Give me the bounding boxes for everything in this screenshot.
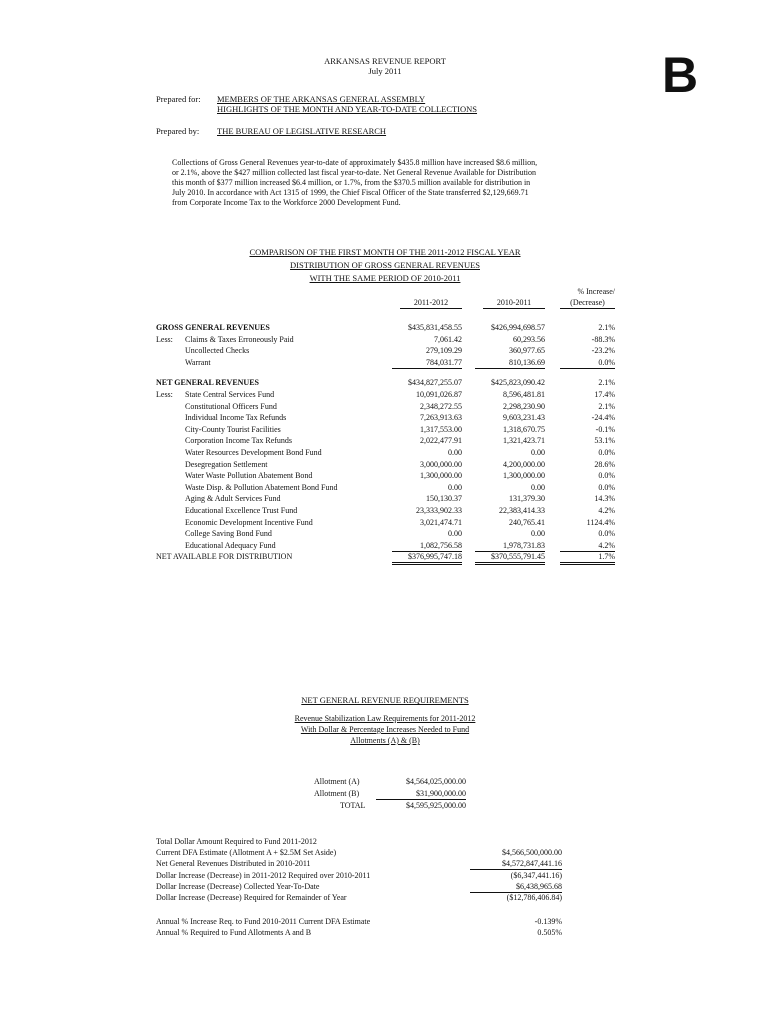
row-label: Uncollected Checks	[185, 346, 250, 356]
prepared-by-label: Prepared by:	[156, 126, 200, 136]
value-2011-2012: 1,082,756.58	[392, 540, 462, 552]
prepared-for-label: Prepared for:	[156, 94, 201, 104]
value-2011-2012: 3,000,000.00	[420, 459, 462, 469]
value-pct-change: 1124.4%	[586, 517, 615, 527]
allotment-a-value: $4,564,025,000.00	[406, 777, 466, 786]
value-2010-2011: 8,596,481.81	[503, 390, 545, 399]
requirements-row	[0, 836, 770, 847]
value-2011-2012: 2,022,477.91	[420, 436, 462, 446]
value-2010-2011: 4,200,000.00	[503, 459, 545, 469]
requirements-title: NET GENERAL REVENUE REQUIREMENTS	[301, 695, 469, 705]
value-2011-2012: 784,031.77	[392, 357, 462, 369]
value-2010-2011: 60,293.56	[513, 334, 545, 344]
value-2010-2011: 0.00	[531, 448, 545, 457]
percent-value: -0.139%	[534, 917, 562, 926]
row-label: NET AVAILABLE FOR DISTRIBUTION	[156, 552, 293, 562]
value-pct-change: -0.1%	[595, 424, 615, 434]
row-label: Desegregation Settlement	[185, 459, 268, 469]
requirement-label: Dollar Increase (Decrease) Collected Year-To-Date	[156, 881, 320, 891]
allotment-a-label: Allotment (A)	[314, 777, 360, 786]
requirements-subtitle-3: Allotments (A) & (B)	[350, 736, 420, 745]
value-pct-change: 0.0%	[598, 529, 615, 539]
value-2011-2012: 0.00	[448, 529, 462, 539]
value-pct-change: 17.4%	[594, 390, 615, 399]
requirements-row	[0, 870, 770, 881]
value-pct-change: 53.1%	[594, 436, 615, 446]
value-pct-change: 2.1%	[598, 323, 615, 332]
value-pct-change: 4.2%	[560, 540, 615, 552]
prepared-by-value: THE BUREAU OF LEGISLATIVE RESEARCH	[217, 126, 387, 136]
requirements-subtitle-2: With Dollar & Percentage Increases Needed to Fund	[300, 725, 470, 734]
summary-line: this month of $377 million increased $6.4 million, or 1.7%, from the $370.5 million available for distribution in	[172, 178, 531, 187]
requirement-value: $6,438,965.68	[470, 881, 562, 893]
value-2010-2011: $425,823,090.42	[491, 378, 545, 388]
value-pct-change: 0.0%	[598, 471, 615, 481]
requirement-label: Total Dollar Amount Required to Fund 2011-2012	[156, 837, 317, 846]
value-pct-change: 0.0%	[560, 357, 615, 369]
row-label: Individual Income Tax Refunds	[185, 413, 287, 423]
row-label: City-County Tourist Facilities	[185, 424, 281, 434]
row-label: Constitutional Officers Fund	[185, 401, 277, 411]
row-label: Economic Development Incentive Fund	[185, 517, 313, 527]
row-label: Water Waste Pollution Abatement Bond	[185, 471, 313, 481]
col-header-2011-2012: 2011-2012	[400, 298, 462, 309]
value-2010-2011: $426,994,698.57	[491, 323, 545, 332]
value-2011-2012: 2,348,272.55	[420, 401, 462, 411]
value-2011-2012: 3,021,474.71	[420, 517, 462, 527]
value-pct-change: 28.6%	[594, 459, 615, 469]
summary-line: Collections of Gross General Revenues year-to-date of approximately $435.8 million have increased $8.6 million,	[172, 158, 538, 167]
requirements-row	[0, 881, 770, 892]
row-label: Waste Disp. & Pollution Abatement Bond Fund	[185, 482, 338, 492]
value-2010-2011: 22,383,414.33	[499, 506, 545, 515]
requirement-value: ($6,347,441.16)	[510, 870, 562, 880]
requirement-value: $4,572,847,441.16	[470, 858, 562, 870]
requirements-subtitle-1: Revenue Stabilization Law Requirements for 2011-2012	[294, 714, 476, 723]
value-2011-2012: 0.00	[448, 448, 462, 457]
requirement-value: ($12,786,406.84)	[506, 893, 562, 902]
row-label: Aging & Adult Services Fund	[185, 494, 281, 504]
value-pct-change: -24.4%	[591, 413, 615, 423]
value-2010-2011: 1,318,670.75	[503, 424, 545, 434]
report-date: July 2011	[368, 66, 402, 76]
value-2010-2011: 240,765.41	[509, 517, 545, 527]
comparison-title: COMPARISON OF THE FIRST MONTH OF THE 2011-2012 FISCAL YEAR	[249, 247, 521, 257]
value-2011-2012: 1,317,553.00	[420, 424, 462, 434]
summary-line: or 2.1%, above the $427 million collected last fiscal year-to-date. Net General Revenue Available for Distribution	[172, 168, 537, 177]
prepared-for-line1: MEMBERS OF THE ARKANSAS GENERAL ASSEMBLY	[217, 94, 426, 104]
value-pct-change: 1.7%	[560, 551, 615, 565]
value-2010-2011: 0.00	[531, 529, 545, 539]
allotment-b-label: Allotment (B)	[314, 789, 360, 798]
summary-line: July 2010. In accordance with Act 1315 of 1999, the Chief Fiscal Officer of the State transferred $2,129,669.71	[172, 188, 529, 197]
col-header-2010-2011: 2010-2011	[483, 298, 545, 309]
requirements-row	[0, 847, 770, 858]
percent-label: Annual % Required to Fund Allotments A and B	[156, 928, 312, 938]
row-label: NET GENERAL REVENUES	[156, 378, 259, 388]
comparison-subtitle: DISTRIBUTION OF GROSS GENERAL REVENUES	[290, 260, 480, 270]
requirement-label: Dollar Increase (Decrease) Required for Remainder of Year	[156, 893, 347, 902]
row-label: Water Resources Development Bond Fund	[185, 448, 322, 457]
value-2010-2011: 131,379.30	[509, 494, 545, 504]
requirement-label: Net General Revenues Distributed in 2010-2011	[156, 859, 311, 869]
value-2010-2011: 0.00	[531, 482, 545, 492]
col-header-pct: (Decrease)	[560, 298, 615, 309]
summary-line: from Corporate Income Tax to the Workforce 2000 Development Fund.	[172, 198, 401, 207]
requirements-row	[0, 858, 770, 869]
value-2010-2011: 1,300,000.00	[503, 471, 545, 481]
value-2010-2011: 360,977.65	[509, 346, 545, 356]
row-label: Corporation Income Tax Refunds	[185, 436, 293, 446]
value-2011-2012: 1,300,000.00	[420, 471, 462, 481]
row-label: GROSS GENERAL REVENUES	[156, 323, 270, 332]
value-pct-change: -23.2%	[591, 346, 615, 356]
requirement-label: Current DFA Estimate (Allotment A + $2.5M Set Aside)	[156, 848, 337, 858]
value-2011-2012: 150,130.37	[426, 494, 462, 504]
row-label: Warrant	[185, 357, 211, 367]
value-2011-2012: $435,831,458.55	[408, 323, 462, 332]
value-pct-change: 14.3%	[594, 494, 615, 504]
section-badge: B	[662, 47, 699, 103]
requirements-row	[0, 916, 770, 927]
report-title: ARKANSAS REVENUE REPORT	[324, 56, 446, 66]
value-2011-2012: 23,333,902.33	[416, 506, 462, 515]
comparison-subtitle-2: WITH THE SAME PERIOD OF 2010-2011	[309, 273, 461, 283]
value-2010-2011: 810,136.69	[475, 357, 545, 369]
row-label: Educational Excellence Trust Fund	[185, 506, 298, 515]
requirements-row	[0, 927, 770, 938]
value-2010-2011: 1,321,423.71	[503, 436, 545, 446]
value-2011-2012: 0.00	[448, 482, 462, 492]
row-prefix: Less:	[156, 390, 173, 399]
value-2010-2011: 9,603,231.43	[503, 413, 545, 423]
value-2011-2012: $376,995,747.18	[392, 551, 462, 565]
value-2011-2012: 279,109.29	[426, 346, 462, 356]
requirements-row	[0, 892, 770, 903]
requirement-label: Dollar Increase (Decrease) in 2011-2012 Required over 2010-2011	[156, 870, 371, 880]
value-2010-2011: $370,555,791.45	[475, 551, 545, 565]
value-2011-2012: 10,091,026.87	[416, 390, 462, 399]
value-2011-2012: 7,061.42	[434, 334, 462, 344]
value-pct-change: 2.1%	[598, 378, 615, 388]
row-prefix: Less:	[156, 334, 173, 344]
row-label: Educational Adequacy Fund	[185, 540, 276, 550]
prepared-for-line2: HIGHLIGHTS OF THE MONTH AND YEAR-TO-DATE COLLECTIONS	[217, 104, 478, 114]
value-2011-2012: $434,827,255.07	[408, 378, 462, 388]
row-label: State Central Services Fund	[185, 390, 275, 399]
value-pct-change: 0.0%	[598, 448, 615, 457]
value-pct-change: -88.3%	[591, 334, 615, 344]
allotment-b-value: $31,900,000.00	[376, 789, 466, 800]
value-pct-change: 0.0%	[598, 482, 615, 492]
percent-value: 0.505%	[537, 928, 562, 938]
col-header-pct-top: % Increase/	[577, 287, 615, 296]
row-label: College Saving Bond Fund	[185, 529, 272, 539]
value-pct-change: 2.1%	[598, 401, 615, 411]
total-label: TOTAL	[340, 801, 366, 810]
percent-label: Annual % Increase Req. to Fund 2010-2011 Current DFA Estimate	[156, 917, 371, 926]
total-value: $4,595,925,000.00	[406, 801, 466, 810]
row-label: Claims & Taxes Erroneously Paid	[185, 334, 294, 344]
value-pct-change: 4.2%	[598, 506, 615, 515]
requirement-value: $4,566,500,000.00	[502, 848, 562, 858]
value-2010-2011: 1,978,731.83	[475, 540, 545, 552]
value-2011-2012: 7,263,913.63	[420, 413, 462, 423]
value-2010-2011: 2,298,230.90	[503, 401, 545, 411]
